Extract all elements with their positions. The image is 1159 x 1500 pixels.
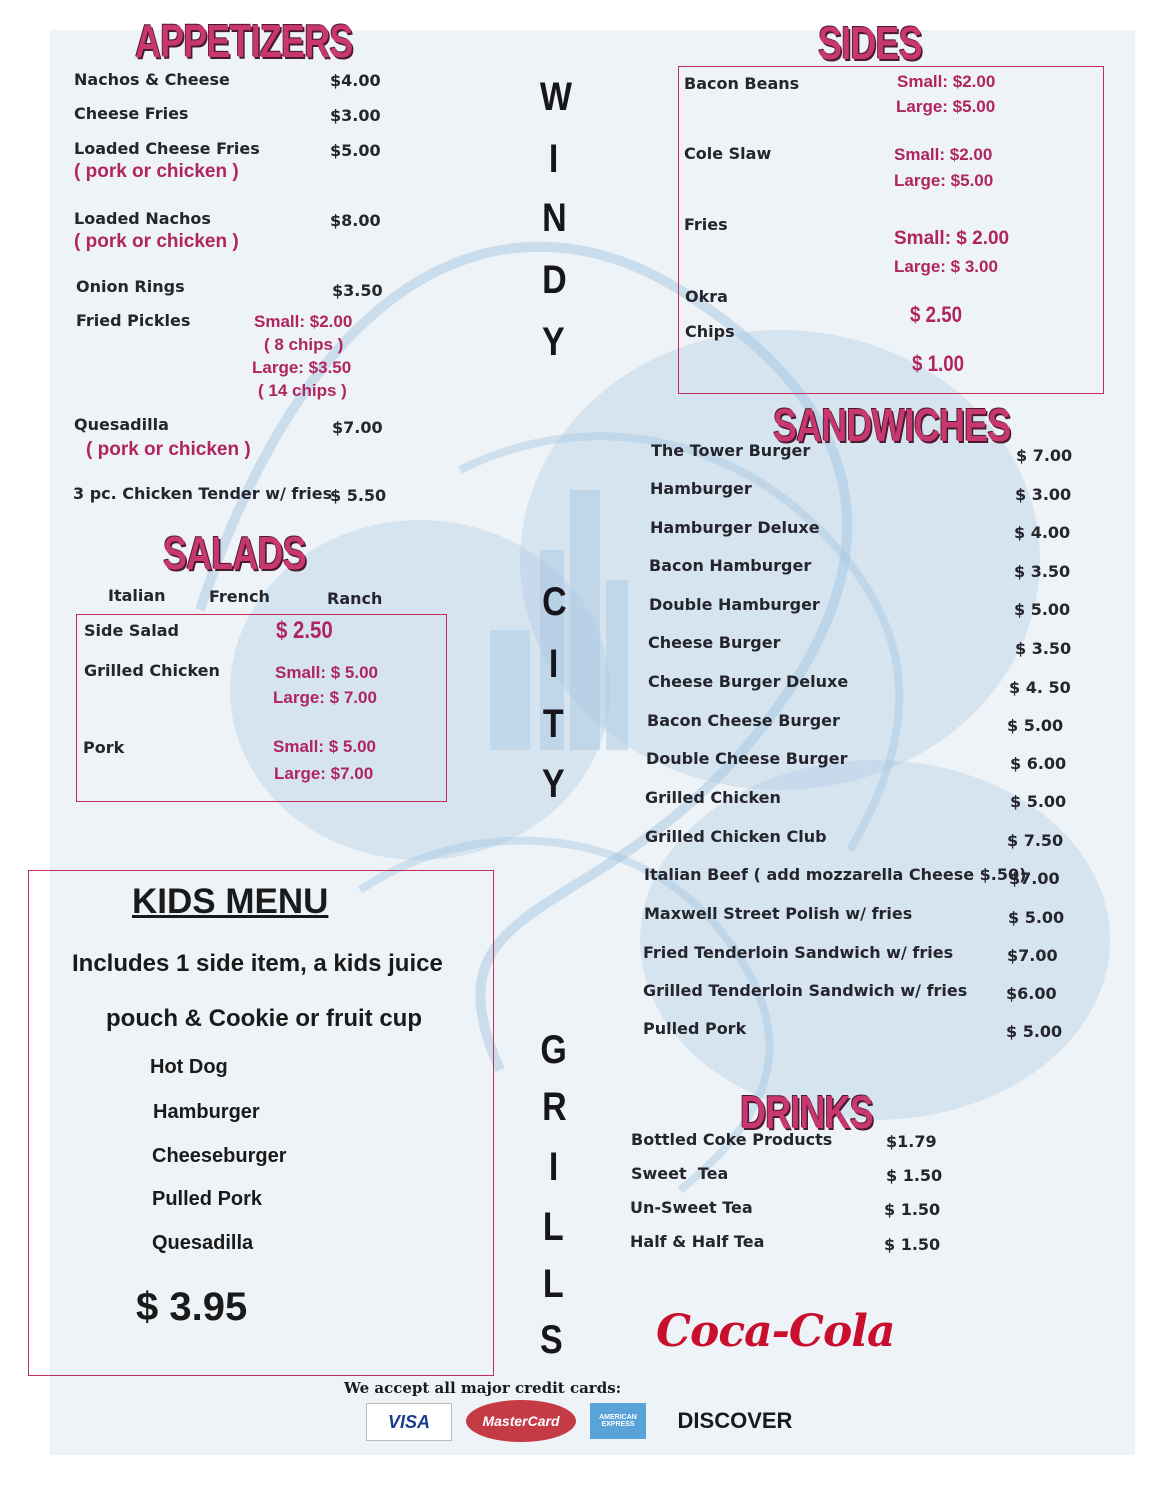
salads-box — [76, 614, 447, 802]
brand-letter: I — [548, 137, 559, 181]
side-item-large-price: Large: $5.00 — [896, 97, 996, 116]
brand-letter: S — [540, 1318, 563, 1362]
appetizer-item-note: ( pork or chicken ) — [74, 161, 239, 182]
sandwich-item-price: $ 3.50 — [1014, 562, 1071, 581]
appetizer-item-name: Fried Pickles — [76, 311, 191, 330]
salad-dressing-option: French — [209, 587, 270, 606]
drink-item-price: $ 1.50 — [884, 1200, 941, 1219]
side-item-small-price: Small: $2.00 — [897, 72, 996, 91]
appetizer-item-note: ( pork or chicken ) — [86, 439, 251, 460]
appetizer-price-line: Small: $2.00 — [254, 312, 353, 331]
appetizer-item-price: $7.00 — [332, 418, 383, 437]
sandwich-item-name: Fried Tenderloin Sandwich w/ fries — [643, 943, 954, 962]
sandwich-item-name: Hamburger Deluxe — [650, 518, 820, 537]
drink-item-name: Sweet Tea — [631, 1164, 729, 1183]
mastercard-label: MasterCard — [482, 1413, 560, 1429]
sandwich-item-price: $ 5.00 — [1006, 1022, 1063, 1041]
kids-item: Quesadilla — [152, 1232, 254, 1254]
appetizer-price-line: ( 8 chips ) — [264, 335, 344, 354]
salad-item-small-price: Small: $ 5.00 — [275, 663, 379, 682]
sides-box — [678, 66, 1104, 394]
appetizer-item-price: $3.50 — [332, 281, 383, 300]
brand-letter: I — [548, 1145, 559, 1189]
discover-logo — [655, 1403, 815, 1439]
amex-label: AMERICAN EXPRESS — [599, 1414, 637, 1428]
side-item-price: $ 1.00 — [912, 351, 964, 376]
drink-item-price: $ 1.50 — [884, 1235, 941, 1254]
brand-letter: C — [542, 580, 567, 624]
side-item-large-price: Large: $ 3.00 — [894, 257, 998, 276]
sandwich-item-name: Italian Beef ( add mozzarella Cheese $.50) — [644, 865, 1027, 884]
sandwich-item-name: Cheese Burger — [648, 633, 781, 652]
salad-dressing-option: Ranch — [327, 589, 383, 608]
sandwich-item-name: Pulled Pork — [643, 1019, 747, 1038]
salad-item-name: Grilled Chicken — [84, 661, 220, 680]
brand-letter: D — [542, 258, 567, 302]
kids-description-line: pouch & Cookie or fruit cup — [106, 1005, 422, 1032]
side-item-name: Chips — [685, 322, 735, 341]
brand-letter: T — [542, 702, 564, 746]
kids-description-line: Includes 1 side item, a kids juice — [72, 950, 443, 977]
kids-item: Pulled Pork — [152, 1188, 263, 1210]
sandwiches-heading: SANDWICHES — [773, 399, 1011, 451]
drink-item-price: $1.79 — [886, 1132, 937, 1151]
salad-item-small-price: Small: $ 5.00 — [273, 737, 377, 756]
sandwich-item-price: $ 5.00 — [1008, 908, 1065, 927]
sandwich-item-price: $ 3.00 — [1015, 485, 1072, 504]
appetizer-item-price: $5.00 — [330, 141, 381, 160]
salad-item-price: $ 2.50 — [276, 617, 333, 644]
appetizer-item-price: $8.00 — [330, 211, 381, 230]
appetizers-heading: APPETIZERS — [135, 15, 353, 67]
kids-item: Cheeseburger — [152, 1145, 287, 1167]
brand-letter: Y — [542, 762, 565, 806]
discover-label: DISCOVER — [677, 1408, 793, 1433]
kids-item: Hamburger — [153, 1101, 260, 1123]
appetizer-item-price: $ 5.50 — [330, 486, 387, 505]
sandwich-item-name: Grilled Tenderloin Sandwich w/ fries — [643, 981, 968, 1000]
brand-letter: L — [542, 1205, 564, 1249]
sandwich-item-price: $ 7.00 — [1016, 446, 1073, 465]
sandwich-item-name: Maxwell Street Polish w/ fries — [644, 904, 913, 923]
sandwich-item-name: Double Cheese Burger — [646, 749, 848, 768]
side-item-name: Bacon Beans — [684, 74, 800, 93]
kids-item: Hot Dog — [150, 1056, 228, 1078]
sides-heading: SIDES — [818, 17, 922, 69]
salad-dressing-option: Italian — [108, 586, 166, 605]
salad-item-large-price: Large: $ 7.00 — [273, 688, 377, 707]
appetizer-item-name: Cheese Fries — [74, 104, 189, 123]
sandwich-item-price: $ 7.50 — [1007, 831, 1064, 850]
drink-item-name: Bottled Coke Products — [631, 1130, 833, 1149]
sandwich-item-name: Double Hamburger — [649, 595, 820, 614]
visa-label: VISA — [387, 1411, 430, 1432]
appetizer-item-price: $3.00 — [330, 106, 381, 125]
brand-letter: L — [542, 1262, 564, 1306]
side-item-name: Cole Slaw — [684, 144, 772, 163]
amex-logo — [590, 1403, 646, 1439]
sandwich-item-name: Cheese Burger Deluxe — [648, 672, 849, 691]
salads-heading: SALADS — [163, 527, 306, 579]
side-item-name: Fries — [684, 215, 728, 234]
payment-note: We accept all major credit cards: — [344, 1379, 622, 1397]
side-item-small-price: Small: $ 2.00 — [894, 228, 1010, 249]
drink-item-name: Un-Sweet Tea — [630, 1198, 753, 1217]
sandwich-item-price: $ 5.00 — [1014, 600, 1071, 619]
appetizer-price-line: ( 14 chips ) — [258, 381, 347, 400]
appetizer-item-note: ( pork or chicken ) — [74, 231, 239, 252]
drinks-heading: DRINKS — [740, 1086, 873, 1138]
appetizer-item-name: Loaded Cheese Fries — [74, 139, 260, 158]
sandwich-item-name: Hamburger — [650, 479, 752, 498]
visa-logo — [366, 1403, 452, 1441]
drink-item-name: Half & Half Tea — [630, 1232, 765, 1251]
sandwich-item-price: $7.00 — [1009, 869, 1060, 888]
sandwich-item-price: $ 4.00 — [1014, 523, 1071, 542]
brand-letter: I — [548, 642, 559, 686]
brand-letter: W — [539, 75, 572, 119]
sandwich-item-price: $ 4. 50 — [1009, 678, 1071, 697]
kids-menu-price: $ 3.95 — [136, 1285, 248, 1329]
sandwich-item-name: Bacon Cheese Burger — [647, 711, 840, 730]
sandwich-item-name: Bacon Hamburger — [649, 556, 812, 575]
brand-letter: N — [542, 196, 567, 240]
appetizer-item-name: Quesadilla — [74, 415, 169, 434]
sandwich-item-name: The Tower Burger — [651, 441, 811, 460]
appetizer-item-name: 3 pc. Chicken Tender w/ fries — [73, 484, 333, 503]
salad-item-name: Pork — [83, 738, 125, 757]
sandwich-item-name: Grilled Chicken Club — [645, 827, 827, 846]
sandwich-item-price: $ 3.50 — [1015, 639, 1072, 658]
side-item-name: Okra — [685, 287, 728, 306]
brand-letter: Y — [542, 320, 565, 364]
sandwich-item-name: Grilled Chicken — [645, 788, 781, 807]
appetizer-item-name: Nachos & Cheese — [74, 70, 230, 89]
kids-menu-heading: KIDS MENU — [132, 882, 329, 921]
side-item-large-price: Large: $5.00 — [894, 171, 994, 190]
mastercard-logo — [466, 1400, 576, 1442]
brand-letter: R — [542, 1085, 567, 1129]
salad-item-name: Side Salad — [84, 621, 179, 640]
appetizer-item-name: Onion Rings — [76, 277, 185, 296]
sandwich-item-price: $7.00 — [1007, 946, 1058, 965]
side-item-price: $ 2.50 — [910, 302, 962, 327]
appetizer-price-line: Large: $3.50 — [252, 358, 352, 377]
sandwich-item-price: $ 5.00 — [1007, 716, 1064, 735]
sandwich-item-price: $ 5.00 — [1010, 792, 1067, 811]
salad-item-large-price: Large: $7.00 — [274, 764, 374, 783]
sandwich-item-price: $ 6.00 — [1010, 754, 1067, 773]
side-item-small-price: Small: $2.00 — [894, 145, 993, 164]
coca-cola-logo: Coca-Cola — [656, 1306, 895, 1357]
sandwich-item-price: $6.00 — [1006, 984, 1057, 1003]
brand-letter: G — [540, 1028, 567, 1072]
kids-menu-box — [28, 870, 494, 1376]
drink-item-price: $ 1.50 — [886, 1166, 943, 1185]
appetizer-item-price: $4.00 — [330, 71, 381, 90]
appetizer-item-name: Loaded Nachos — [74, 209, 211, 228]
